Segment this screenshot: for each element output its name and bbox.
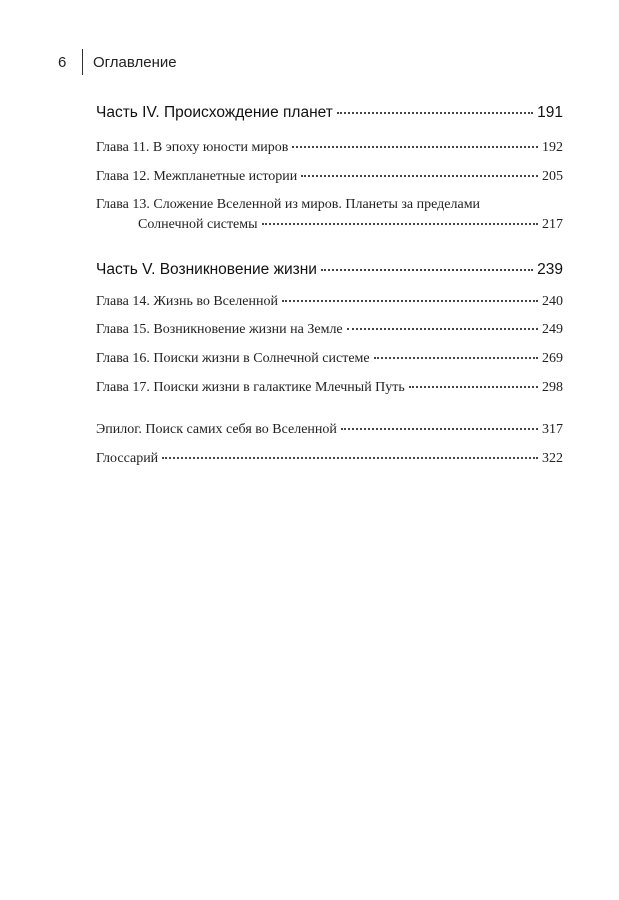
dot-leader (409, 386, 538, 388)
dot-leader (282, 300, 538, 302)
toc-entry-page: 191 (537, 104, 563, 121)
page-number: 6 (58, 53, 67, 71)
toc-entry-page: 217 (542, 217, 563, 232)
toc-entry-title: Часть V. Возникновение жизни (96, 261, 317, 278)
toc-entry-page: 239 (537, 261, 563, 278)
toc-entry-page: 317 (542, 422, 563, 437)
header-title: Оглавление (93, 53, 177, 71)
toc-entry-part-5[interactable] (96, 261, 563, 279)
toc-entry-title: Глава 11. В эпоху юности миров (96, 140, 289, 155)
dot-leader (347, 328, 538, 330)
toc-entry-glossary[interactable] (96, 451, 563, 467)
header-divider (82, 49, 83, 75)
toc-entry-chapter-11[interactable] (96, 140, 563, 156)
toc-entry-title: Глава 16. Поиски жизни в Солнечной системе (96, 351, 370, 366)
toc-entry-title: Часть IV. Происхождение планет (96, 104, 333, 121)
dot-leader (301, 175, 538, 177)
toc-entry-chapter-13[interactable] (96, 197, 563, 233)
toc-entry-page: 205 (542, 169, 563, 184)
toc-entry-title: Эпилог. Поиск самих себя во Вселенной (96, 422, 337, 437)
toc-entry-title-line-2: Солнечной системы (138, 217, 258, 232)
toc-entry-page: 192 (542, 140, 563, 155)
toc-entry-chapter-15[interactable] (96, 322, 563, 338)
toc-entry-title-line-1: Глава 13. Сложение Вселенной из миров. Планеты за пределами (96, 197, 481, 212)
toc-entry-page: 240 (542, 294, 563, 309)
dot-leader (341, 428, 538, 430)
toc-entry-chapter-16[interactable] (96, 351, 563, 367)
dot-leader (162, 457, 538, 459)
toc-entry-chapter-12[interactable] (96, 169, 563, 185)
toc-entry-title: Глава 15. Возникновение жизни на Земле (96, 322, 343, 337)
toc-entry-title: Глава 17. Поиски жизни в галактике Млечный Путь (96, 380, 405, 395)
dot-leader (321, 269, 533, 271)
toc-entry-page: 249 (542, 322, 563, 337)
dot-leader (374, 357, 538, 359)
toc-entry-title: Глава 14. Жизнь во Вселенной (96, 294, 278, 309)
toc-entry-title: Глоссарий (96, 451, 159, 466)
dot-leader (262, 223, 538, 225)
running-header (58, 50, 177, 74)
toc-entry-page: 269 (542, 351, 563, 366)
toc-entry-chapter-14[interactable] (96, 294, 563, 310)
toc-entry-chapter-17[interactable] (96, 380, 563, 396)
toc-entry-part-4[interactable] (96, 104, 563, 122)
toc-entry-epilogue[interactable] (96, 422, 563, 438)
toc-entry-page: 298 (542, 380, 563, 395)
dot-leader (292, 146, 538, 148)
toc-entry-page: 322 (542, 451, 563, 466)
toc-entry-title: Глава 12. Межпланетные истории (96, 169, 298, 184)
dot-leader (337, 112, 533, 114)
